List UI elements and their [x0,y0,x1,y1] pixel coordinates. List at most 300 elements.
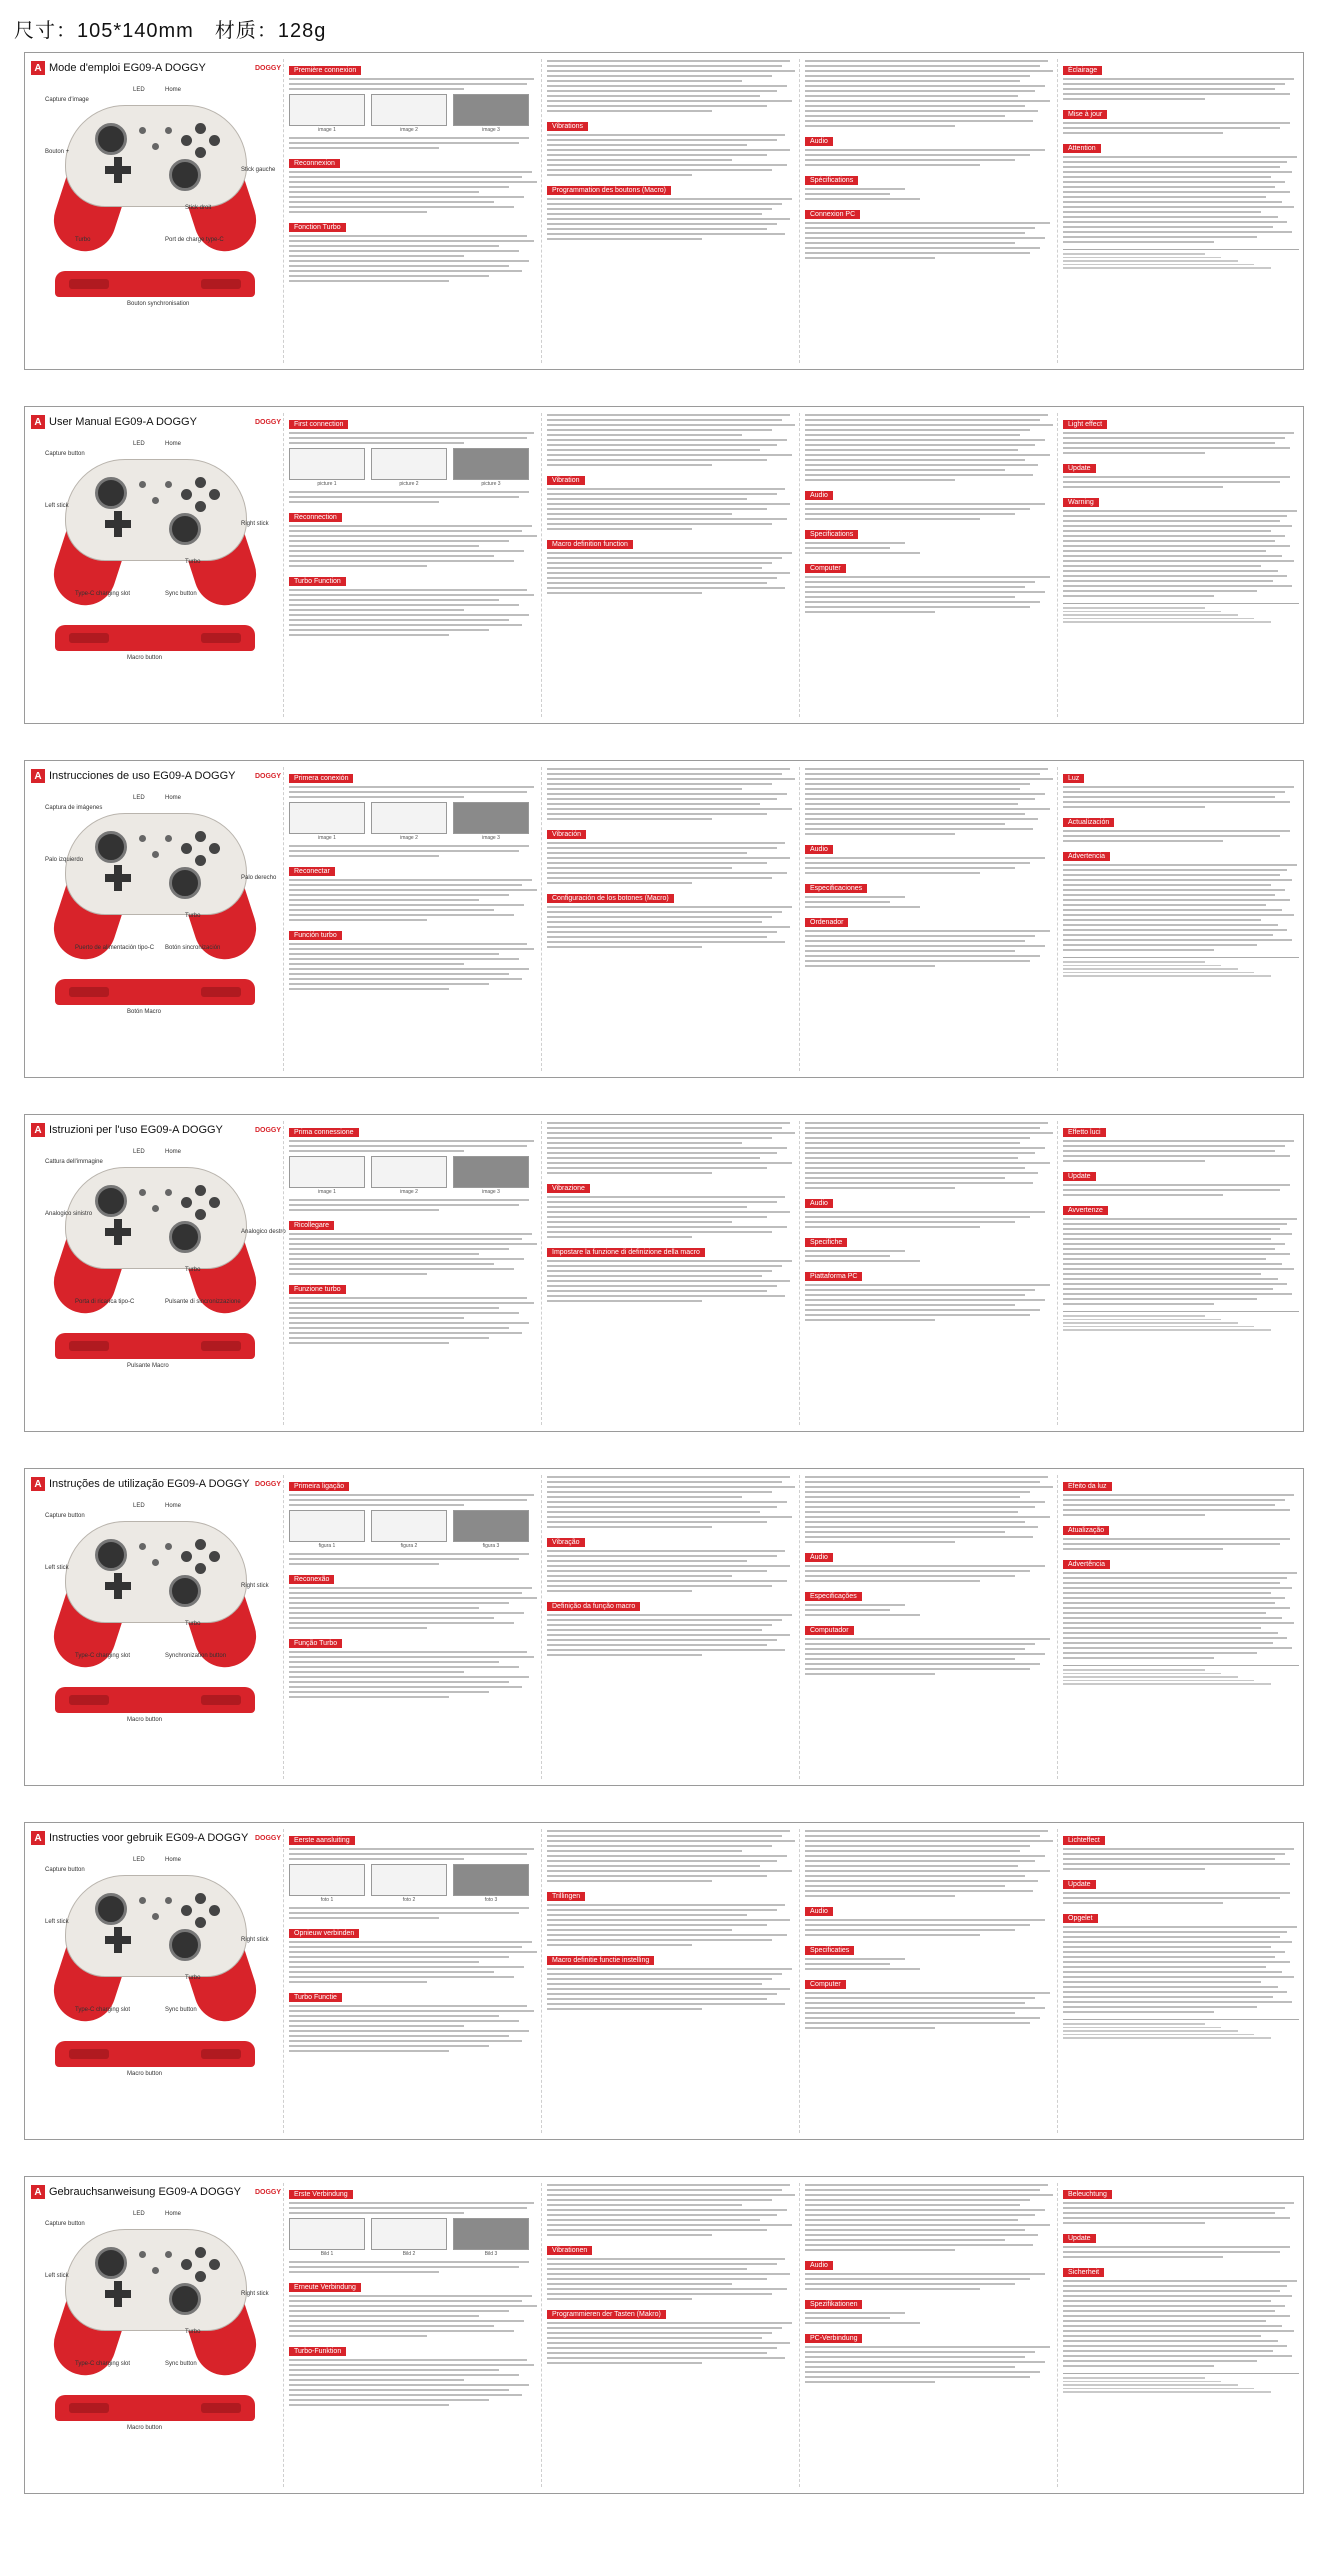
section-heading: Vibração [547,1538,585,1547]
callout-label: Home [165,87,182,93]
controller-top-view [55,271,255,297]
right-stick-icon [169,1221,201,1253]
section-heading: Função Turbo [289,1639,342,1648]
section-heading: Reconexão [289,1575,334,1584]
dpad-icon [105,2281,131,2307]
callout-label: Sync button [165,2361,197,2367]
text-lines [547,1260,797,1302]
manual-sheet [24,406,1304,724]
section-heading: Programmieren der Tasten (Makro) [547,2310,666,2319]
section-heading: Primera conexión [289,774,353,783]
thumbnail-caption: image 2 [400,127,418,133]
small-button-icon [165,481,172,488]
text-lines [289,943,539,990]
face-button-icon [195,1893,206,1904]
left-stick-icon [95,123,127,155]
callout-label: Type-C charging slot [75,2361,131,2367]
text-lines [547,552,797,594]
manual-title: Mode d'emploi EG09-A DOGGY [49,62,206,74]
thumbnail-caption: image 1 [318,835,336,841]
section-heading: Spécifications [805,176,858,185]
text-lines [547,906,797,948]
callout-label: Type-C charging slot [75,1653,131,1659]
callout-label: Turbo [185,1267,201,1273]
text-lines [547,1614,797,1656]
column-divider [1057,1829,1058,2133]
face-button-icon [209,1905,220,1916]
section-heading: Sicherheit [1063,2268,1104,2277]
dpad-icon [105,157,131,183]
brand-wordmark: DOGGY [254,418,281,426]
section-heading: Actualización [1063,818,1114,827]
callout-label: Cattura dell'immagine [45,1159,103,1165]
controller-body [65,459,247,561]
manufacturer-info [1063,2019,1299,2039]
column-divider [283,1475,284,1779]
section-heading: Eerste aansluiting [289,1836,355,1845]
thumbnail-caption: Bild 3 [484,2251,498,2257]
diagram-column [31,413,281,717]
connection-screenshot [289,1864,365,1896]
face-button-icon [209,135,220,146]
callout-label: LED [133,441,145,447]
column-divider [799,1475,800,1779]
controller-illustration [45,441,269,611]
column-divider [541,2183,542,2487]
column-divider [799,1829,800,2133]
text-lines [805,930,1055,967]
text-lines [805,576,1055,613]
callout-label: Captura de imágenes [45,805,103,811]
text-lines [547,1904,797,1946]
callout-label: Macro button [127,655,163,661]
text-column [547,767,797,1071]
text-lines [1063,864,1299,951]
thumbnail-caption: figura 1 [318,1543,336,1549]
face-button-icon [195,855,206,866]
callout-label: Pulsante di sincronizzazione [165,1299,241,1305]
text-column [289,1829,539,2133]
text-lines [805,1284,1055,1321]
text-lines [1063,78,1299,100]
connection-screenshot [289,1156,365,1188]
manual-title-row [31,413,281,431]
right-stick-icon [169,867,201,899]
thumbnail-caption: picture 1 [317,481,337,487]
small-button-icon [165,835,172,842]
column-divider [541,1475,542,1779]
section-heading: Definição da função macro [547,1602,640,1611]
diagram-column [31,1475,281,1779]
thumbnail-caption: foto 3 [484,1897,498,1903]
section-heading: Warning [1063,498,1099,507]
text-column [289,59,539,363]
column-divider [1057,1475,1058,1779]
diagram-column [31,1121,286,1425]
column-divider [283,413,284,717]
text-lines [805,2184,1055,2251]
callout-label: Macro button [127,2425,163,2431]
callout-label: Turbo [185,913,201,919]
section-heading: Connexion PC [805,210,860,219]
text-column [1063,413,1299,717]
controller-body [65,1875,247,1977]
callout-label: Porta di ricarica tipo-C [75,1299,135,1305]
callout-label: Home [165,2211,182,2217]
callout-label: Pulsante Macro [127,1363,169,1369]
manufacturer-info [1063,603,1299,623]
text-lines [289,589,539,636]
callout-label: Home [165,795,182,801]
left-stick-icon [95,831,127,863]
section-heading: PC-Verbindung [805,2334,862,2343]
left-stick-icon [95,2247,127,2279]
connection-screenshot [453,1510,529,1542]
text-lines [1063,1892,1299,1904]
column-divider [283,1121,284,1425]
section-heading: Especificações [805,1592,862,1601]
small-button-icon [139,481,146,488]
thumbnail-caption: picture 3 [481,481,501,487]
section-heading: Light effect [1063,420,1107,429]
connection-screenshot [453,448,529,480]
column-divider [1057,2183,1058,2487]
callout-label: Port de charge type-C [165,237,224,243]
brand-wordmark: DOGGY [254,772,281,780]
face-button-icon [195,1539,206,1550]
connection-screenshot [453,1156,529,1188]
callout-label: LED [133,87,145,93]
face-button-icon [181,135,192,146]
controller-body [65,1521,247,1623]
controller-illustration [45,1149,286,1319]
callout-label: Puerto de alimentación tipo-C [75,945,155,951]
text-lines [805,1958,1055,1970]
manual-sheet [24,2176,1304,2494]
thumbnail-caption: image 1 [318,1189,336,1195]
text-column [805,59,1055,363]
face-button-icon [181,2259,192,2270]
face-button-icon [209,1197,220,1208]
controller-top-view [55,1687,255,1713]
diagram-column [31,2183,281,2487]
text-lines [547,198,797,240]
callout-label: LED [133,2211,145,2217]
text-lines [1063,2202,1299,2224]
dpad-icon [105,865,131,891]
text-lines [289,1199,539,1211]
text-lines [805,1565,1055,1582]
callout-label: Turbo [185,1621,201,1627]
small-button-icon [165,2251,172,2258]
text-lines [289,2005,539,2052]
section-heading: First connection [289,420,348,429]
section-heading: Macro definition function [547,540,633,549]
text-column [1063,1121,1299,1425]
text-lines [547,1122,797,1174]
text-lines [805,414,1055,481]
section-heading: Advertencia [1063,852,1110,861]
text-lines [289,879,539,921]
section-heading: Opgelet [1063,1914,1098,1923]
text-lines [289,525,539,567]
face-button-icon [195,2271,206,2282]
callout-label: Right stick [241,1583,269,1589]
small-button-icon [165,1897,172,1904]
column-divider [799,767,800,1071]
connection-screenshot [289,94,365,126]
right-stick-icon [169,2283,201,2315]
callout-label: Left stick [45,1565,69,1571]
callout-label: Right stick [241,1937,269,1943]
small-button-icon [165,127,172,134]
manufacturer-info [1063,1665,1299,1685]
section-heading: Vibrations [547,122,588,131]
text-lines [1063,1494,1299,1516]
face-button-icon [195,477,206,488]
text-lines [289,78,539,90]
text-lines [289,845,539,857]
connection-thumbnails [289,448,539,487]
callout-label: Turbo [185,1975,201,1981]
column-divider [1057,1121,1058,1425]
connection-screenshot [371,1864,447,1896]
face-button-icon [195,147,206,158]
face-button-icon [209,843,220,854]
column-divider [799,1121,800,1425]
text-lines [289,235,539,282]
text-lines [1063,1926,1299,2013]
small-button-icon [152,497,159,504]
section-heading: Trillingen [547,1892,585,1901]
controller-top-view [55,2041,255,2067]
brand-wordmark: DOGGY [254,64,281,72]
small-button-icon [165,1189,172,1196]
brand-logo-icon: A [31,1477,45,1491]
text-lines [547,414,797,466]
column-divider [283,767,284,1071]
text-lines [1063,476,1299,488]
controller-body [65,813,247,915]
text-lines [1063,510,1299,597]
callout-label: LED [133,1149,145,1155]
section-heading: Vibración [547,830,586,839]
right-stick-icon [169,159,201,191]
diagram-column [31,767,281,1071]
controller-body [65,2229,247,2331]
manufacturer-info [1063,957,1299,977]
section-heading: Primeira ligação [289,1482,349,1491]
text-lines [805,188,1055,200]
text-column [547,413,797,717]
thumbnail-caption: figura 2 [400,1543,418,1549]
section-heading: Audio [805,845,833,854]
text-lines [547,1196,797,1238]
text-lines [547,1830,797,1882]
left-stick-icon [95,1185,127,1217]
text-lines [805,1604,1055,1616]
section-heading: Vibrationen [547,2246,592,2255]
face-button-icon [195,1185,206,1196]
manual-title-row [31,59,281,77]
text-lines [805,1992,1055,2029]
text-column [1063,1829,1299,2133]
connection-screenshot [289,2218,365,2250]
text-lines [805,857,1055,874]
section-heading: Piattaforma PC [805,1272,862,1281]
connection-thumbnails [289,802,539,841]
column-divider [541,767,542,1071]
face-button-icon [209,489,220,500]
callout-label: Analogico sinistro [45,1211,93,1217]
dpad-icon [105,1219,131,1245]
brand-wordmark: DOGGY [254,1834,281,1842]
section-heading: Audio [805,1199,833,1208]
callout-label: Macro button [127,2071,163,2077]
text-lines [805,2273,1055,2290]
thumbnail-caption: image 3 [482,127,500,133]
text-lines [289,786,539,798]
section-heading: Attention [1063,144,1101,153]
manual-title: Instrucciones de uso EG09-A DOGGY [49,770,236,782]
column-divider [1057,767,1058,1071]
section-heading: Vibration [547,476,585,485]
section-heading: Première connexion [289,66,361,75]
text-column [805,2183,1055,2487]
callout-label: Home [165,1149,182,1155]
section-heading: Efeito da luz [1063,1482,1112,1491]
manual-title-row [31,1829,281,1847]
face-button-icon [181,489,192,500]
dpad-icon [105,1927,131,1953]
section-heading: Vibrazione [547,1184,590,1193]
text-lines [289,1140,539,1152]
callout-label: LED [133,1857,145,1863]
text-lines [1063,2280,1299,2367]
callout-label: Type-C charging slot [75,2007,131,2013]
thumbnail-caption: image 3 [482,1189,500,1195]
section-heading: Computer [805,1980,846,1989]
controller-illustration [45,2211,269,2381]
text-column [289,1475,539,1779]
text-column [805,1829,1055,2133]
callout-label: Capture button [45,451,85,457]
text-lines [547,2258,797,2300]
text-lines [805,503,1055,520]
text-lines [805,1919,1055,1936]
text-lines [289,2261,539,2273]
callout-label: Capture button [45,1867,85,1873]
section-heading: Áudio [805,1553,833,1562]
section-heading: Turbo-Funktion [289,2347,346,2356]
section-heading: Reconnection [289,513,342,522]
text-lines [1063,1218,1299,1305]
connection-screenshot [289,448,365,480]
text-lines [289,1553,539,1565]
text-lines [805,1250,1055,1262]
manual-title: User Manual EG09-A DOGGY [49,416,197,428]
text-lines [547,1550,797,1592]
text-column [805,767,1055,1071]
text-column [805,413,1055,717]
text-lines [547,842,797,884]
callout-label: Bouton synchronisation [127,301,190,307]
text-lines [805,60,1055,127]
section-heading: Programmation des boutons (Macro) [547,186,671,195]
column-divider [283,1829,284,2133]
small-button-icon [152,2267,159,2274]
section-heading: Effetto luci [1063,1128,1106,1137]
text-lines [1063,122,1299,134]
face-button-icon [181,1905,192,1916]
face-button-icon [195,1917,206,1928]
text-lines [1063,1538,1299,1550]
text-lines [805,1830,1055,1897]
right-stick-icon [169,1575,201,1607]
callout-label: Turbo [185,559,201,565]
text-lines [805,2312,1055,2324]
callout-label: Left stick [45,503,69,509]
thumbnail-caption: image 1 [318,127,336,133]
right-stick-icon [169,1929,201,1961]
brand-wordmark: DOGGY [254,1480,281,1488]
text-lines [289,1494,539,1506]
callout-label: Turbo [185,2329,201,2335]
column-divider [541,413,542,717]
thumbnail-caption: image 3 [482,835,500,841]
small-button-icon [139,127,146,134]
manufacturer-info [1063,1311,1299,1331]
callout-label: Turbo [75,237,91,243]
text-lines [289,2202,539,2214]
text-lines [805,542,1055,554]
section-heading: Advertência [1063,1560,1110,1569]
section-heading: Audio [805,491,833,500]
text-column [1063,767,1299,1071]
section-heading: Opnieuw verbinden [289,1929,359,1938]
text-lines [1063,1848,1299,1870]
controller-illustration [45,1503,269,1673]
manual-title-row [31,767,281,785]
callout-label: LED [133,795,145,801]
connection-screenshot [453,2218,529,2250]
text-lines [805,896,1055,908]
text-lines [289,2359,539,2406]
section-heading: Configuración de los botones (Macro) [547,894,674,903]
small-button-icon [152,1913,159,1920]
callout-label: Analogico destro [241,1229,286,1235]
text-lines [547,134,797,176]
controller-top-view [55,979,255,1005]
callout-label: Capture button [45,1513,85,1519]
manual-title-row [31,1121,281,1139]
callout-label: Type-C charging slot [75,591,131,597]
section-heading: Turbo Function [289,577,346,586]
brand-logo-icon: A [31,1831,45,1845]
connection-thumbnails [289,1510,539,1549]
text-column [805,1121,1055,1425]
column-divider [799,2183,800,2487]
section-heading: Mise à jour [1063,110,1107,119]
text-lines [805,768,1055,835]
text-column [547,1829,797,2133]
manual-sheet [24,1468,1304,1786]
column-divider [799,413,800,717]
text-column [289,767,539,1071]
connection-screenshot [371,94,447,126]
section-heading: Atualização [1063,1526,1109,1535]
callout-label: Macro button [127,1717,163,1723]
